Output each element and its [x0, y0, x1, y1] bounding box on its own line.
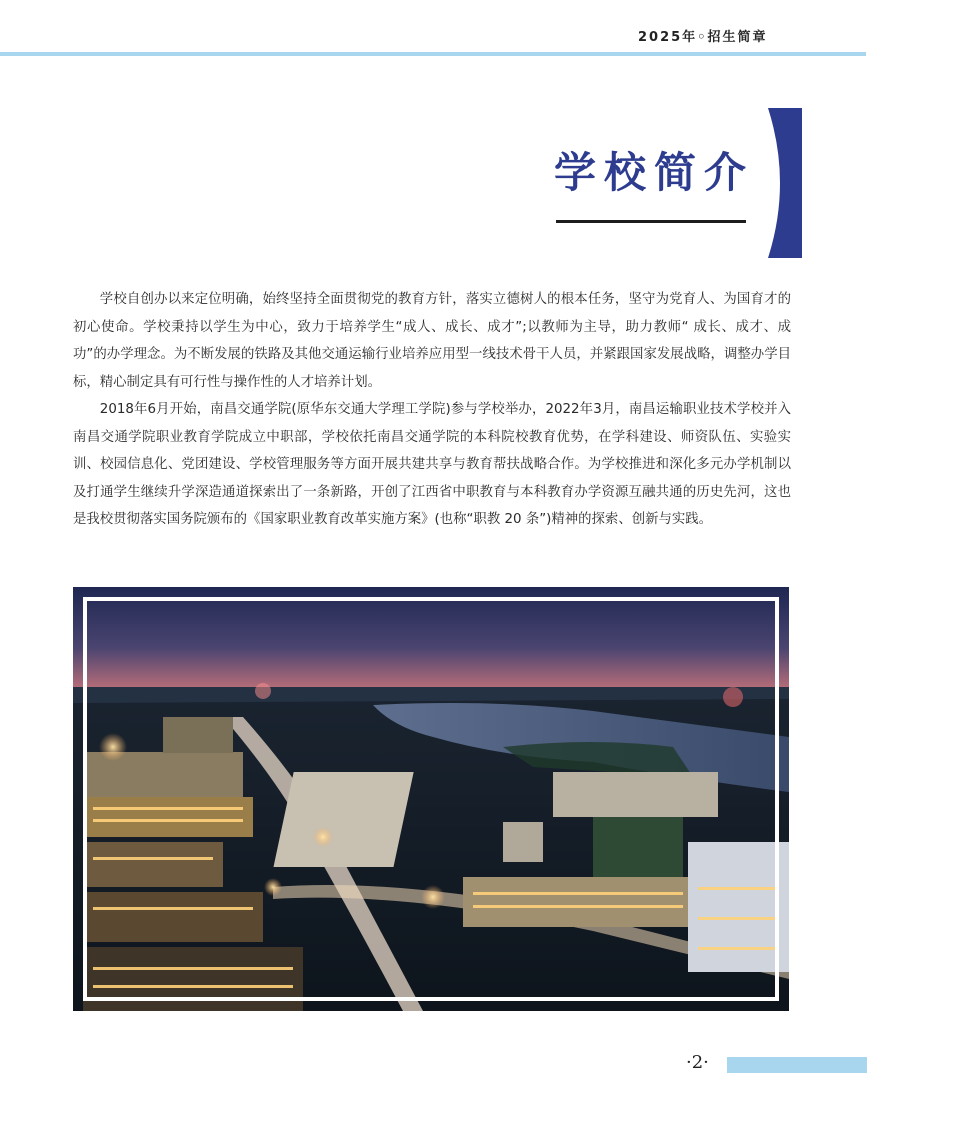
photo-frame: [83, 597, 779, 1001]
intro-text: [73, 286, 791, 534]
page-number-bar: [727, 1057, 867, 1073]
page-number: ·2·: [686, 1052, 709, 1073]
bracket-decoration: [762, 108, 802, 258]
title-underline: [556, 220, 746, 223]
header-title: 2025年◦招生简章: [638, 30, 768, 45]
paragraph-2: 2018年6月开始，南昌交通学院(原华东交通大学理工学院)参与学校举办，2022年3月，南昌运输职业技术学校并入南昌交通学院职业教育学院成立中职部，学校依托南昌交通学院的本科院校教育优势，在学科建设、师资队伍、实验实训、校园信息化、党团建设、学校管理服务等方面开展共建共享与教育帮扶战略合作。为学校推进和深化多元办学机制以及打通学生继续升学深造通道探索出了一条新路，开创了江西省中职教育与本科教育办学资源互融共通的历史先河，这也是我校贯彻落实国务院颁布的《国家职业教育改革实施方案》(也称“职教 20 条”)精神的探索、创新与实践。: [73, 402, 791, 527]
section-title: 学校简介: [554, 148, 755, 197]
paragraph-1: 学校自创办以来定位明确，始终坚持全面贯彻党的教育方针，落实立德树人的根本任务，坚守为党育人、为国育才的初心使命。学校秉持以学生为中心，致力于培养学生“成人、成长、成才”;以教师为主导，助力教师“ 成长、成才、成功”的办学理念。为不断发展的铁路及其他交通运输行业培养应用型一线技术骨干人员，并紧跟国家发展战略，调整办学目标，精心制定具有可行性与操作性的人才培养计划。: [73, 292, 791, 390]
header-rule: [0, 52, 866, 56]
campus-photo: [73, 587, 789, 1011]
